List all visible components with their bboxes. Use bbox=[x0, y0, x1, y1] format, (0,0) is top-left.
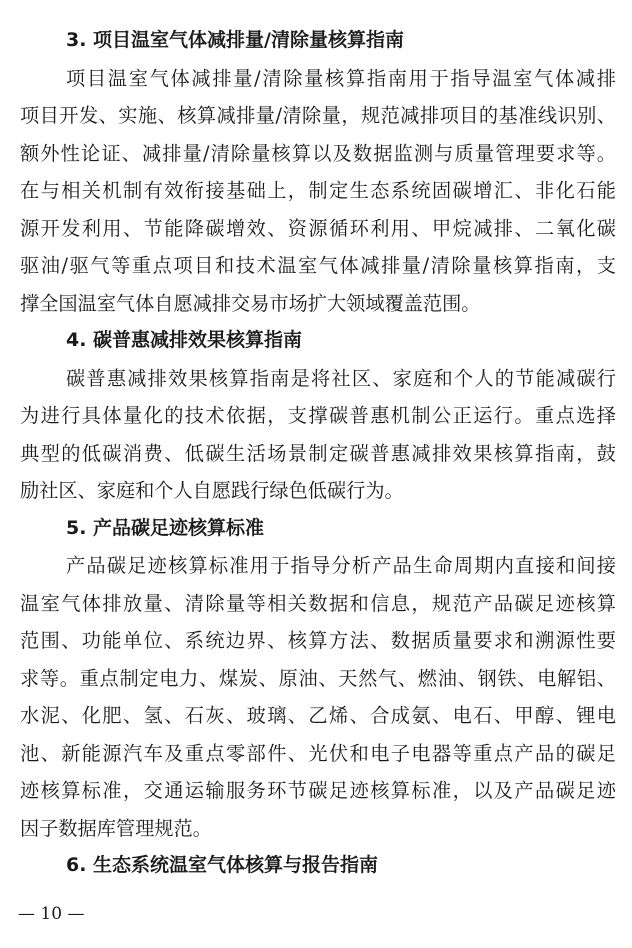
paragraph-line: 范围、功能单位、系统边界、核算方法、数据质量要求和溯源性要 bbox=[20, 629, 616, 652]
section-heading-3: 3. 项目温室气体减排量/清除量核算指南 bbox=[66, 29, 404, 51]
section-paragraph-4 bbox=[20, 360, 616, 510]
paragraph-line: 典型的低碳消费、低碳生活场景制定碳普惠减排效果核算指南，鼓 bbox=[20, 441, 616, 465]
paragraph-line: 额外性论证、减排量/清除量核算以及数据监测与质量管理要求等。 bbox=[20, 141, 616, 165]
paragraph-line: 水泥、化肥、氢、石灰、玻璃、乙烯、合成氨、电石、甲醇、锂电 bbox=[20, 704, 616, 727]
section-paragraph-3 bbox=[20, 60, 616, 323]
paragraph-line: 迹核算标准，交通运输服务环节碳足迹核算标准，以及产品碳足迹 bbox=[20, 779, 616, 802]
section-heading-4: 4. 碳普惠减排效果核算指南 bbox=[66, 329, 303, 351]
paragraph-line: 项目温室气体减排量/清除量核算指南用于指导温室气体减排 bbox=[66, 66, 616, 90]
paragraph-line: 撑全国温室气体自愿减排交易市场扩大领域覆盖范围。 bbox=[20, 291, 481, 315]
section-heading-5: 5. 产品碳足迹核算标准 bbox=[66, 516, 265, 539]
paragraph-line: 池、新能源汽车及重点零部件、光伏和电子电器等重点产品的碳足 bbox=[20, 741, 616, 765]
paragraph-line: 在与相关机制有效衔接基础上，制定生态系统固碳增汇、非化石能 bbox=[20, 179, 616, 202]
document-page bbox=[20, 22, 616, 885]
paragraph-line: 项目开发、实施、核算减排量/清除量，规范减排项目的基准线识别、 bbox=[20, 104, 616, 127]
page-number: — 10 — bbox=[18, 904, 85, 924]
paragraph-line: 求等。重点制定电力、煤炭、原油、天然气、燃油、钢铁、电解铝、 bbox=[20, 666, 616, 690]
paragraph-line: 源开发利用、节能降碳增效、资源循环利用、甲烷减排、二氧化碳 bbox=[20, 216, 616, 240]
paragraph-line: 碳普惠减排效果核算指南是将社区、家庭和个人的节能减碳行 bbox=[66, 366, 616, 390]
section-heading-6: 6. 生态系统温室气体核算与报告指南 bbox=[66, 854, 379, 876]
paragraph-line: 励社区、家庭和个人自愿践行绿色低碳行为。 bbox=[20, 479, 404, 502]
paragraph-line: 因子数据库管理规范。 bbox=[20, 816, 212, 840]
section-paragraph-5 bbox=[20, 547, 616, 847]
paragraph-line: 为进行具体量化的技术依据，支撑碳普惠机制公正运行。重点选择 bbox=[20, 404, 616, 427]
paragraph-line: 产品碳足迹核算标准用于指导分析产品生命周期内直接和间接 bbox=[66, 554, 616, 577]
paragraph-line: 温室气体排放量、清除量等相关数据和信息，规范产品碳足迹核算 bbox=[20, 591, 616, 615]
paragraph-line: 驱油/驱气等重点项目和技术温室气体减排量/清除量核算指南，支 bbox=[20, 254, 616, 277]
